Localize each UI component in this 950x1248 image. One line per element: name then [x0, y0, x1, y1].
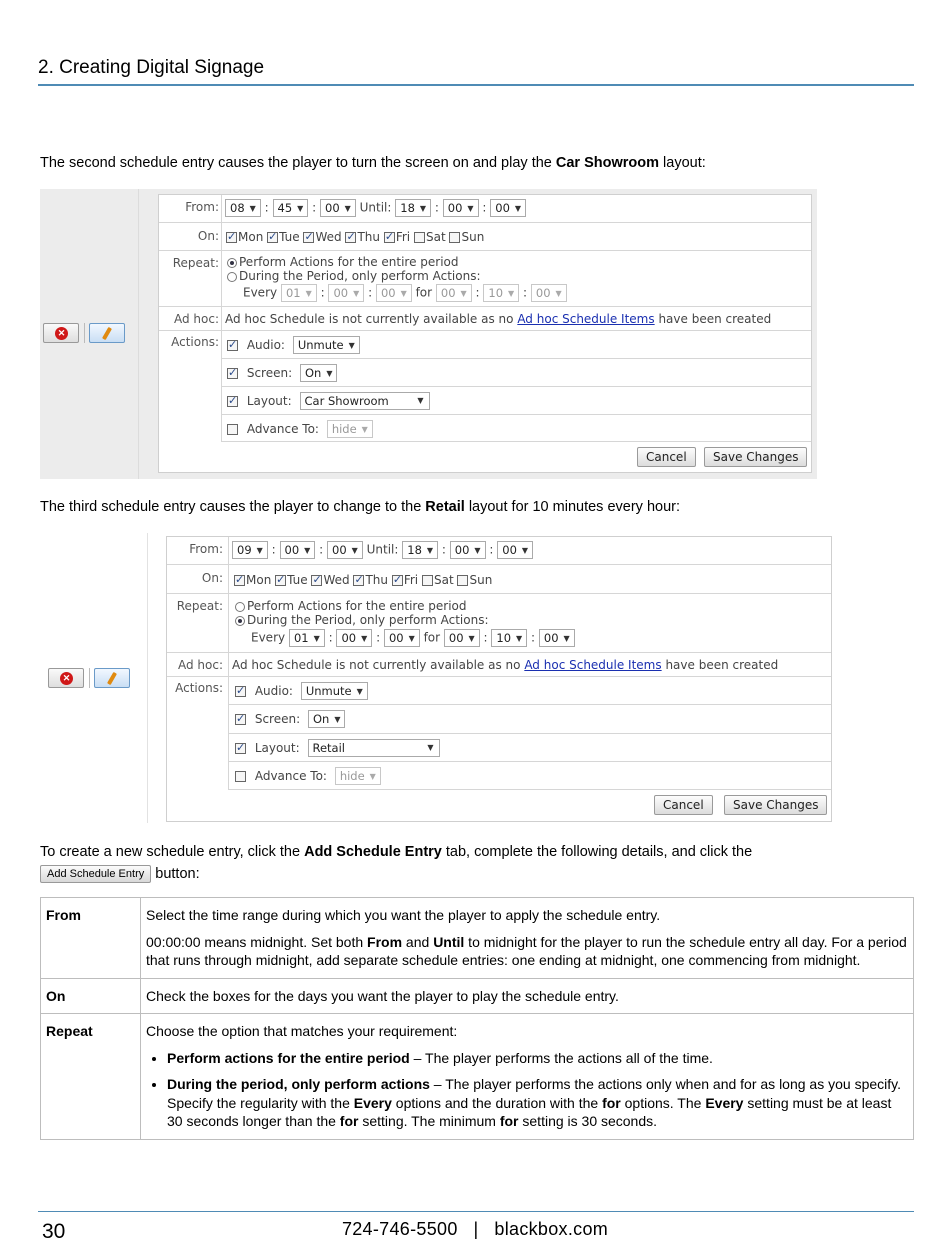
advance-row: Advance To: hide ▼ — [229, 762, 831, 790]
layout-select[interactable]: Retail ▼ — [308, 739, 440, 757]
pencil-icon — [102, 327, 112, 340]
screen-select[interactable]: On ▼ — [308, 710, 346, 728]
panel-divider — [138, 189, 139, 479]
intro-second-entry: The second schedule entry causes the player to turn the screen on and play the Car Showroom layout: — [40, 155, 706, 171]
day-checkbox-fri[interactable] — [384, 232, 395, 243]
schedule-entry-form: From: 08 ▼ : 45 ▼ : 00 ▼ Until: 18 ▼ : 00 ▼ : 00 ▼ On: ✓ Mon ✓ Tue ✓ Wed ✓ Thu ✓ Fri Sat Sun Repeat: Perform Actions for the entire period During the Period, only perform Actions: Every 01 ▼ : 00 ▼ : 00 ▼ for 00 ▼ : 10 ▼ : 00 ▼ Ad hoc: Ad hoc Schedule is not currently available as no Ad hoc Schedule Items have been created Actions: ✓ Audio: Unmute ▼ ✓ Screen: On ▼ ✓ Layout: Car Showroom ▼ Advance To: hide ▼ Cancel Save Changes — [158, 194, 812, 473]
until-second-select[interactable]: 00 ▼ — [490, 199, 526, 217]
day-checkbox-fri[interactable] — [392, 575, 403, 586]
from-minute-select[interactable]: 45 ▼ — [273, 199, 309, 217]
screen-row: ✓ Screen: On ▼ — [229, 705, 831, 734]
every-minute-select[interactable]: 00 ▼ — [336, 629, 372, 647]
term-on: On — [41, 978, 141, 1014]
adhoc-schedule-items-link[interactable]: Ad hoc Schedule Items — [517, 312, 655, 326]
save-changes-button[interactable]: Save Changes — [724, 795, 827, 815]
table-row — [41, 978, 914, 1014]
every-second-select[interactable]: 00 ▼ — [384, 629, 420, 647]
header-rule — [38, 84, 914, 86]
every-hour-select[interactable]: 01 ▼ — [281, 284, 317, 302]
every-minute-select[interactable]: 00 ▼ — [328, 284, 364, 302]
button-separator — [89, 668, 90, 688]
day-checkbox-thu[interactable] — [353, 575, 364, 586]
from-second-select[interactable]: 00 ▼ — [320, 199, 356, 217]
layout-row: ✓ Layout: Retail ▼ — [229, 734, 831, 762]
table-row — [41, 1014, 914, 1140]
repeat-row: Repeat: Perform Actions for the entire period During the Period, only perform Actions: Every 01 ▼ : 00 ▼ : 00 ▼ for 00 ▼ : 10 ▼ : 00 ▼ — [167, 594, 831, 653]
schedule-entry-panel-second — [40, 189, 817, 479]
desc-repeat: Choose the option that matches your requirement: • Perform actions for the entire period – The player performs the actions all of the time. • During the period, only perform actions – The player performs the actions only when and for as long as you specify. Specify the regularity with the Every options and the duration with the for options. The Every setting must be at least 30 seconds longer than the for setting. The minimum for setting is 30 seconds. — [141, 1014, 914, 1140]
repeat-options-list — [146, 1049, 908, 1131]
day-checkbox-tue[interactable] — [267, 232, 278, 243]
delete-button[interactable] — [43, 323, 79, 343]
layout-checkbox[interactable] — [227, 396, 238, 407]
schedule-entry-form: From: 09 ▼ : 00 ▼ : 00 ▼ Until: 18 ▼ : 00 ▼ : 00 ▼ On: ✓ Mon ✓ Tue ✓ Wed ✓ Thu ✓ Fri Sat Sun Repeat: Perform Actions for the entire period During the Period, only perform Actions: Every 01 ▼ : 00 ▼ : 00 ▼ for 00 ▼ : 10 ▼ : 00 ▼ Ad hoc: Ad hoc Schedule is not currently available as no Ad hoc Schedule Items have been created Actions: ✓ Audio: Unmute ▼ ✓ Screen: On ▼ ✓ Layout: Retail ▼ Advance To: hide ▼ Cancel Save Changes — [166, 536, 832, 822]
repeat-entire-period-radio[interactable] — [227, 258, 237, 268]
from-row: From: 08 ▼ : 45 ▼ : 00 ▼ Until: 18 ▼ : 00 ▼ : 00 ▼ — [159, 195, 811, 223]
delete-icon: ✕ — [60, 672, 73, 685]
for-hour-select[interactable]: 00 ▼ — [444, 629, 480, 647]
repeat-during-period-radio[interactable] — [227, 272, 237, 282]
day-checkbox-mon[interactable] — [234, 575, 245, 586]
screen-select[interactable]: On ▼ — [300, 364, 338, 382]
screen-checkbox[interactable] — [227, 368, 238, 379]
repeat-during-period-radio[interactable] — [235, 616, 245, 626]
until-minute-select[interactable]: 00 ▼ — [450, 541, 486, 559]
advance-row: Advance To: hide ▼ — [222, 415, 811, 442]
delete-icon: ✕ — [55, 327, 68, 340]
list-item: • Perform actions for the entire period – The player performs the actions all of the time. — [167, 1049, 908, 1068]
for-minute-select[interactable]: 10 ▼ — [483, 284, 519, 302]
delete-button[interactable] — [48, 668, 84, 688]
every-hour-select[interactable]: 01 ▼ — [289, 629, 325, 647]
footer-rule — [38, 1211, 914, 1212]
for-second-select[interactable]: 00 ▼ — [539, 629, 575, 647]
until-hour-select[interactable]: 18 ▼ — [402, 541, 438, 559]
repeat-entire-period-radio[interactable] — [235, 602, 245, 612]
audio-row: ✓ Audio: Unmute ▼ — [229, 677, 831, 705]
audio-checkbox[interactable] — [227, 340, 238, 351]
save-changes-button[interactable]: Save Changes — [704, 447, 807, 467]
schedule-entry-panel-third — [40, 533, 835, 823]
for-minute-select[interactable]: 10 ▼ — [491, 629, 527, 647]
cancel-button[interactable]: Cancel — [654, 795, 713, 815]
field-description-table — [40, 897, 914, 1140]
screen-row: ✓ Screen: On ▼ — [222, 359, 811, 387]
page-number: 30 — [42, 1220, 66, 1243]
term-repeat: Repeat — [41, 1014, 141, 1140]
day-checkbox-mon[interactable] — [226, 232, 237, 243]
from-hour-select[interactable]: 08 ▼ — [225, 199, 261, 217]
until-minute-select[interactable]: 00 ▼ — [443, 199, 479, 217]
adhoc-schedule-items-link[interactable]: Ad hoc Schedule Items — [524, 658, 662, 672]
day-checkbox-sun[interactable] — [457, 575, 468, 586]
advance-select[interactable]: hide ▼ — [335, 767, 381, 785]
on-row: On: ✓ Mon ✓ Tue ✓ Wed ✓ Thu ✓ Fri Sat Sun — [167, 565, 831, 594]
day-checkbox-sun[interactable] — [449, 232, 460, 243]
list-item: • During the period, only perform actions – The player performs the actions only when and for as long as you specify. Specify the regularity with the Every options and the duration with the for options. The Every setting must be at least 30 seconds longer than the for setting. The minimum for setting is 30 seconds. — [167, 1075, 908, 1131]
footer-contact: 724-746-5500 | blackbox.com — [341, 1219, 609, 1239]
until-second-select[interactable]: 00 ▼ — [497, 541, 533, 559]
from-minute-select[interactable]: 00 ▼ — [280, 541, 316, 559]
repeat-row: Repeat: Perform Actions for the entire period During the Period, only perform Actions: Every 01 ▼ : 00 ▼ : 00 ▼ for 00 ▼ : 10 ▼ : 00 ▼ — [159, 251, 811, 307]
layout-checkbox[interactable] — [235, 743, 246, 754]
until-hour-select[interactable]: 18 ▼ — [395, 199, 431, 217]
layout-select[interactable]: Car Showroom ▼ — [300, 392, 430, 410]
desc-from: Select the time range during which you want the player to apply the schedule entry. 00:00:00 means midnight. Set both From and Until to midnight for the player to run the schedule entry all day. For a period that runs through midnight, add separate schedule entries: one ending at midnight, one commencing from midnight. — [141, 898, 914, 979]
edit-button[interactable] — [89, 323, 125, 343]
intro-new-entry: To create a new schedule entry, click the Add Schedule Entry tab, complete the following details, and click the Add Schedule Entry button: — [40, 844, 753, 882]
day-checkbox-sat[interactable] — [422, 575, 433, 586]
audio-checkbox[interactable] — [235, 686, 246, 697]
intro-third-entry: The third schedule entry causes the player to change to the Retail layout for 10 minutes every hour: — [40, 499, 680, 515]
term-from: From — [41, 898, 141, 979]
audio-select[interactable]: Unmute ▼ — [301, 682, 368, 700]
adhoc-row: Ad hoc: Ad hoc Schedule is not currently available as no Ad hoc Schedule Items have been created — [167, 653, 831, 677]
desc-on: Check the boxes for the days you want the player to play the schedule entry. — [141, 978, 914, 1014]
audio-select[interactable]: Unmute ▼ — [293, 336, 360, 354]
pencil-icon — [107, 672, 117, 685]
add-schedule-entry-button[interactable]: Add Schedule Entry — [40, 865, 151, 883]
page-header: 2. Creating Digital Signage — [38, 57, 265, 78]
from-row: From: 09 ▼ : 00 ▼ : 00 ▼ Until: 18 ▼ : 00 ▼ : 00 ▼ — [167, 537, 831, 565]
adhoc-row: Ad hoc: Ad hoc Schedule is not currently available as no Ad hoc Schedule Items have been created — [159, 307, 811, 331]
from-hour-select[interactable]: 09 ▼ — [232, 541, 268, 559]
day-checkbox-sat[interactable] — [414, 232, 425, 243]
audio-row: ✓ Audio: Unmute ▼ — [222, 331, 811, 359]
button-separator — [84, 323, 85, 343]
day-checkbox-wed[interactable] — [303, 232, 314, 243]
cancel-button[interactable]: Cancel — [637, 447, 696, 467]
screen-checkbox[interactable] — [235, 714, 246, 725]
day-checkbox-wed[interactable] — [311, 575, 322, 586]
advance-checkbox[interactable] — [235, 771, 246, 782]
day-checkbox-thu[interactable] — [345, 232, 356, 243]
advance-select[interactable]: hide ▼ — [327, 420, 373, 438]
every-second-select[interactable]: 00 ▼ — [376, 284, 412, 302]
table-row — [41, 898, 914, 979]
edit-button[interactable] — [94, 668, 130, 688]
for-second-select[interactable]: 00 ▼ — [531, 284, 567, 302]
day-checkbox-tue[interactable] — [275, 575, 286, 586]
on-row: On: ✓ Mon ✓ Tue ✓ Wed ✓ Thu ✓ Fri Sat Sun — [159, 223, 811, 251]
layout-row: ✓ Layout: Car Showroom ▼ — [222, 387, 811, 415]
for-hour-select[interactable]: 00 ▼ — [436, 284, 472, 302]
advance-checkbox[interactable] — [227, 424, 238, 435]
panel-divider — [147, 533, 148, 823]
from-second-select[interactable]: 00 ▼ — [327, 541, 363, 559]
